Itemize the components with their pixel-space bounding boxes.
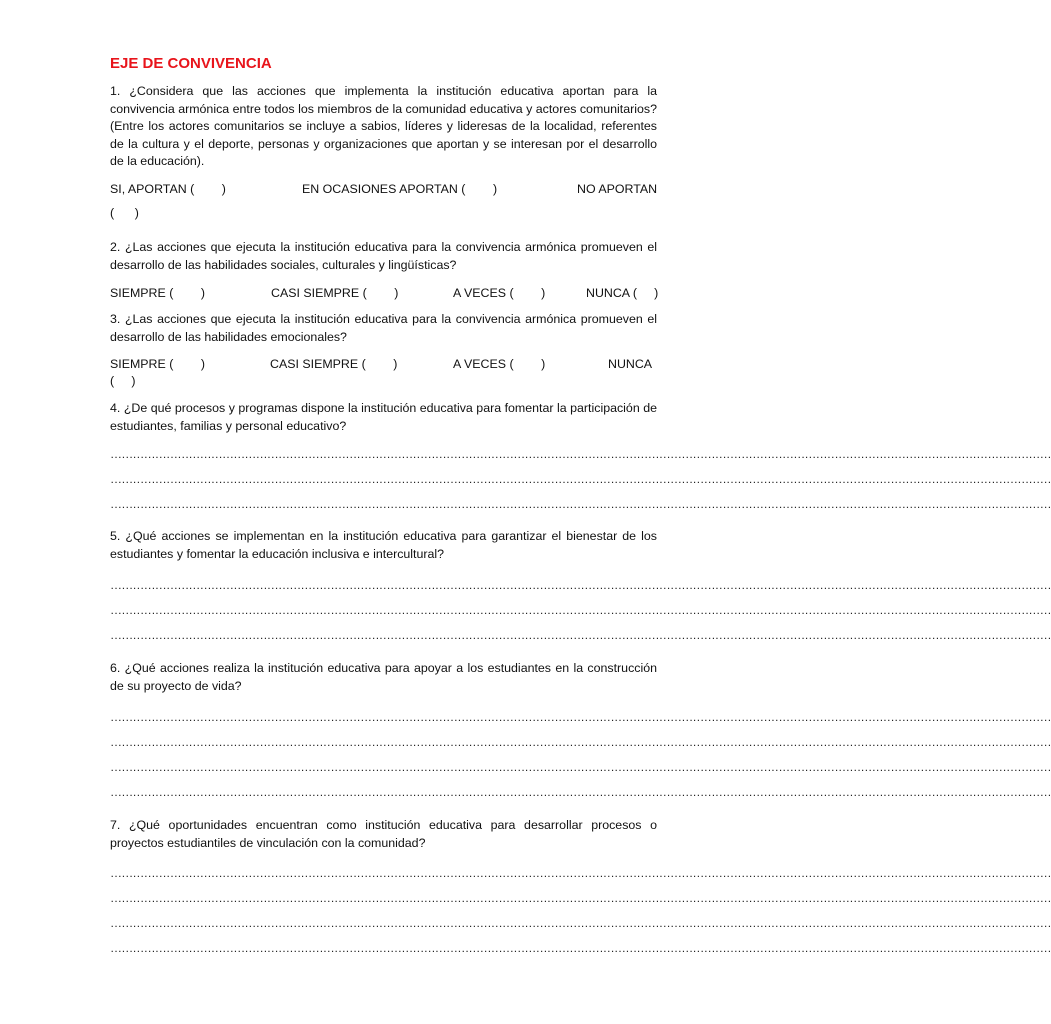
q3-option-siempre[interactable]: SIEMPRE ( ) xyxy=(110,357,206,371)
question-3-extra xyxy=(110,373,657,391)
question-6-text: 6. ¿Qué acciones realiza la institución educativa para apoyar a los estudiantes en la construcción de su proyecto de vida? xyxy=(110,661,657,693)
answer-line[interactable]: ……………………………………………………………………………………………………………………………………………………………………………………………………………………………… xyxy=(110,891,1051,905)
question-3-text: 3. ¿Las acciones que ejecuta la institución educativa para la convivencia armónica promueven el desarrollo de las habilidades emocionales? xyxy=(110,312,657,344)
answer-line[interactable]: ……………………………………………………………………………………………………………………………………………………………………………………………………………………………… xyxy=(110,603,1051,617)
q3-option-casi-siempre[interactable]: CASI SIEMPRE ( ) xyxy=(270,357,398,371)
question-5-text: 5. ¿Qué acciones se implementan en la institución educativa para garantizar el bienestar de los estudiantes y fomentar la educación inclusiva e intercultural? xyxy=(110,529,657,561)
answer-line[interactable]: ……………………………………………………………………………………………………………………………………………………………………………………………………………………………… xyxy=(110,916,1051,930)
question-2-text: 2. ¿Las acciones que ejecuta la institución educativa para la convivencia armónica promueven el desarrollo de las habilidades sociales, culturales y lingüísticas? xyxy=(110,240,657,272)
option-no-aportan-checkbox[interactable]: ( ) xyxy=(110,206,139,220)
answer-line[interactable]: ……………………………………………………………………………………………………………………………………………………………………………………………………………………………… xyxy=(110,472,1051,486)
answer-line[interactable]: ……………………………………………………………………………………………………………………………………………………………………………………………………………………………… xyxy=(110,785,1051,799)
q2-option-siempre[interactable]: SIEMPRE ( ) xyxy=(110,286,206,300)
option-en-ocasiones-aportan[interactable]: EN OCASIONES APORTAN ( ) xyxy=(302,182,498,196)
answer-line[interactable]: ……………………………………………………………………………………………………………………………………………………………………………………………………………………………… xyxy=(110,710,1051,724)
answer-line[interactable]: ……………………………………………………………………………………………………………………………………………………………………………………………………………………………… xyxy=(110,497,1051,511)
option-no-aportan[interactable]: NO APORTAN xyxy=(577,182,658,196)
q2-option-a-veces[interactable]: A VECES ( ) xyxy=(453,286,546,300)
question-1-text: 1. ¿Considera que las acciones que implementa la institución educativa aportan para la convivencia armónica entre todos los miembros de la comunidad educativa y actores comunitarios? (Entre los actores comunitarios se incluye a sabios, líderes y lideresas de la localidad, referentes de la cultura y el deporte, personas y organizaciones que aportan y se interesan por el desarrollo de la educación). xyxy=(110,84,657,168)
question-3-options xyxy=(110,356,657,374)
q3-option-a-veces[interactable]: A VECES ( ) xyxy=(453,357,546,371)
answer-line[interactable]: ……………………………………………………………………………………………………………………………………………………………………………………………………………………………… xyxy=(110,866,1051,880)
question-2-options xyxy=(110,285,657,303)
answer-line[interactable]: ……………………………………………………………………………………………………………………………………………………………………………………………………………………………… xyxy=(110,628,1051,642)
q3-option-nunca[interactable]: NUNCA xyxy=(608,357,653,371)
answer-line[interactable]: ……………………………………………………………………………………………………………………………………………………………………………………………………………………………… xyxy=(110,760,1051,774)
q3-option-nunca-checkbox[interactable]: ( ) xyxy=(110,374,136,388)
answer-line[interactable]: ……………………………………………………………………………………………………………………………………………………………………………………………………………………………… xyxy=(110,578,1051,592)
question-7-text: 7. ¿Qué oportunidades encuentran como institución educativa para desarrollar procesos o proyectos estudiantiles de vinculación con la comunidad? xyxy=(110,818,657,850)
answer-line[interactable]: ……………………………………………………………………………………………………………………………………………………………………………………………………………………………… xyxy=(110,447,1051,461)
question-1-extra xyxy=(110,205,657,223)
q2-option-nunca[interactable]: NUNCA ( ) xyxy=(586,286,659,300)
section-title: EJE DE CONVIVENCIA xyxy=(110,55,272,72)
answer-line[interactable]: ……………………………………………………………………………………………………………………………………………………………………………………………………………………………… xyxy=(110,941,1051,955)
answer-line[interactable]: ……………………………………………………………………………………………………………………………………………………………………………………………………………………………… xyxy=(110,735,1051,749)
question-1-options xyxy=(110,181,657,199)
question-4-text: 4. ¿De qué procesos y programas dispone la institución educativa para fomentar la participación de estudiantes, familias y personal educativo? xyxy=(110,401,657,433)
q2-option-casi-siempre[interactable]: CASI SIEMPRE ( ) xyxy=(271,286,399,300)
option-si-aportan[interactable]: SI, APORTAN ( ) xyxy=(110,182,226,196)
